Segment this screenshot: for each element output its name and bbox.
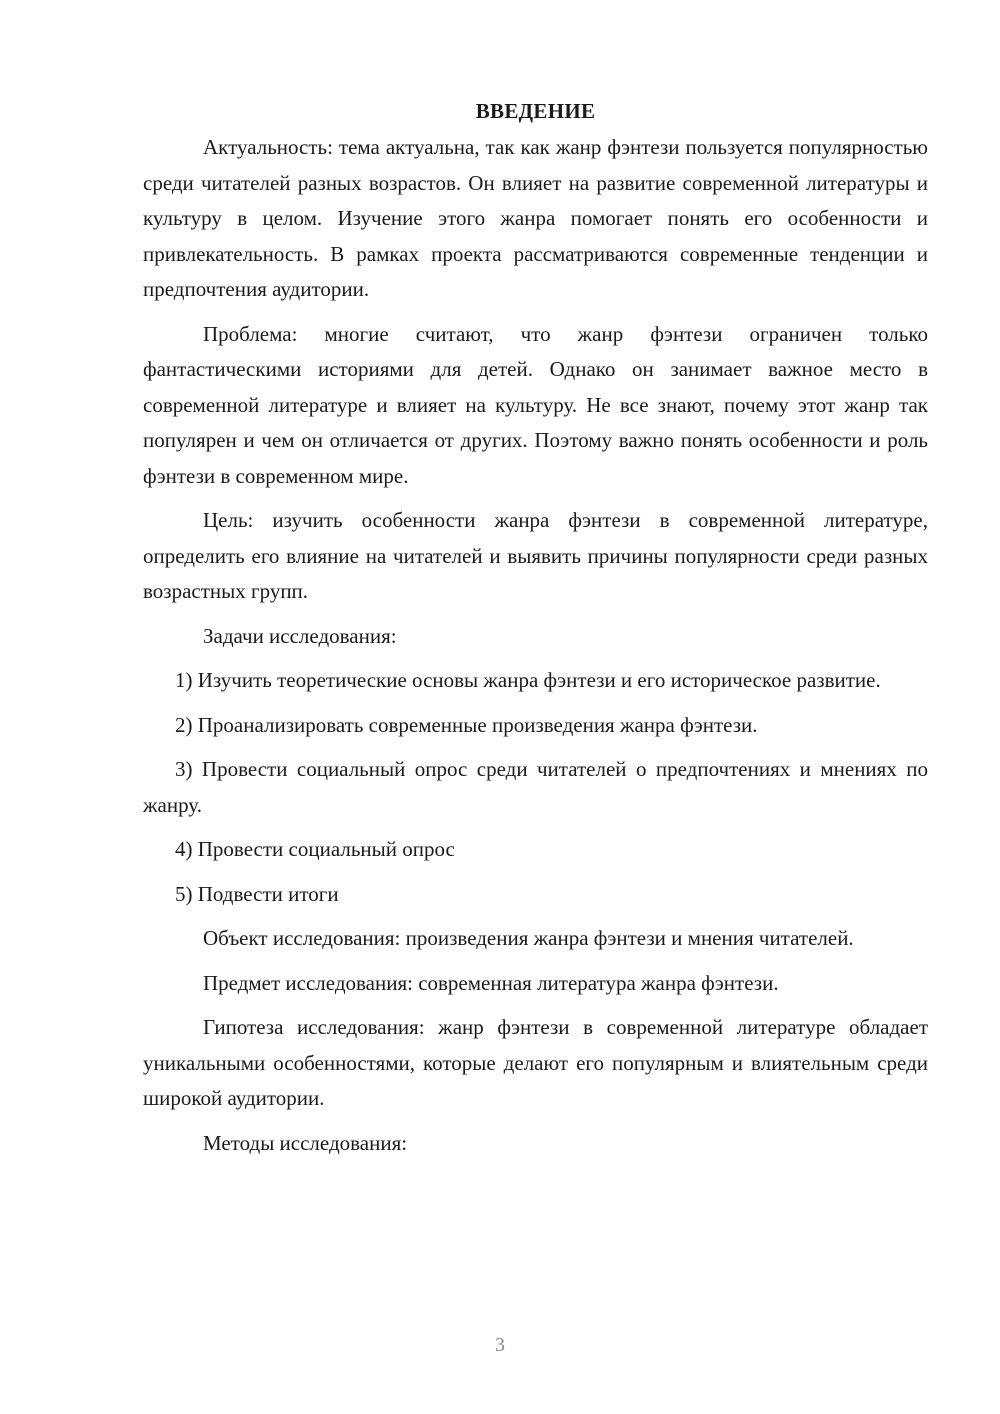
methods-heading: Методы исследования: [203,1130,408,1155]
problem-paragraph: Проблема: многие считают, что жанр фэнтези ограничен только фантастическими историями для детей. Однако он занимает важное место в современной литературе и влияет на культуру. Не все знают, почему этот жанр так популярен и чем он отличается от других. Поэтому важно понять особенности и роль фэнтези в современном мире. [143,321,928,488]
hypothesis-paragraph: Гипотеза исследования: жанр фэнтези в современной литературе обладает уникальными особенностями, которые делают его популярным и влиятельным среди широкой аудитории. [143,1015,928,1110]
task-item-4: 4) Провести социальный опрос [175,837,455,861]
document-page [143,96,928,1170]
task-item-5: 5) Подвести итоги [175,881,339,906]
subject-paragraph: Предмет исследования: современная литература жанра фэнтези. [203,970,779,995]
relevance-paragraph: Актуальность: тема актуальна, так как жанр фэнтези пользуется популярностью среди читателей разных возрастов. Он влияет на развитие современной литературы и культуру в целом. Изучение этого жанра помогает понять его особенности и привлекательность. В рамках проекта рассматриваются современные тенденции и предпочтения аудитории. [143,135,928,301]
task-item-1: 1) Изучить теоретические основы жанра фэнтези и его историческое развитие. [175,668,881,692]
page-title: ВВЕДЕНИЕ [475,99,596,123]
object-paragraph: Объект исследования: произведения жанра фэнтези и мнения читателей. [203,926,854,950]
tasks-heading: Задачи исследования: [203,623,397,648]
task-item-3: 3) Провести социальный опрос среди читателей о предпочтениях и мнениях по жанру. [143,757,928,817]
goal-paragraph: Цель: изучить особенности жанра фэнтези в современной литературе, определить его влияние на читателей и выявить причины популярности среди разных возрастных групп. [143,508,928,603]
page-number: 3 [495,1334,505,1356]
task-item-2: 2) Проанализировать современные произведения жанра фэнтези. [175,712,758,737]
